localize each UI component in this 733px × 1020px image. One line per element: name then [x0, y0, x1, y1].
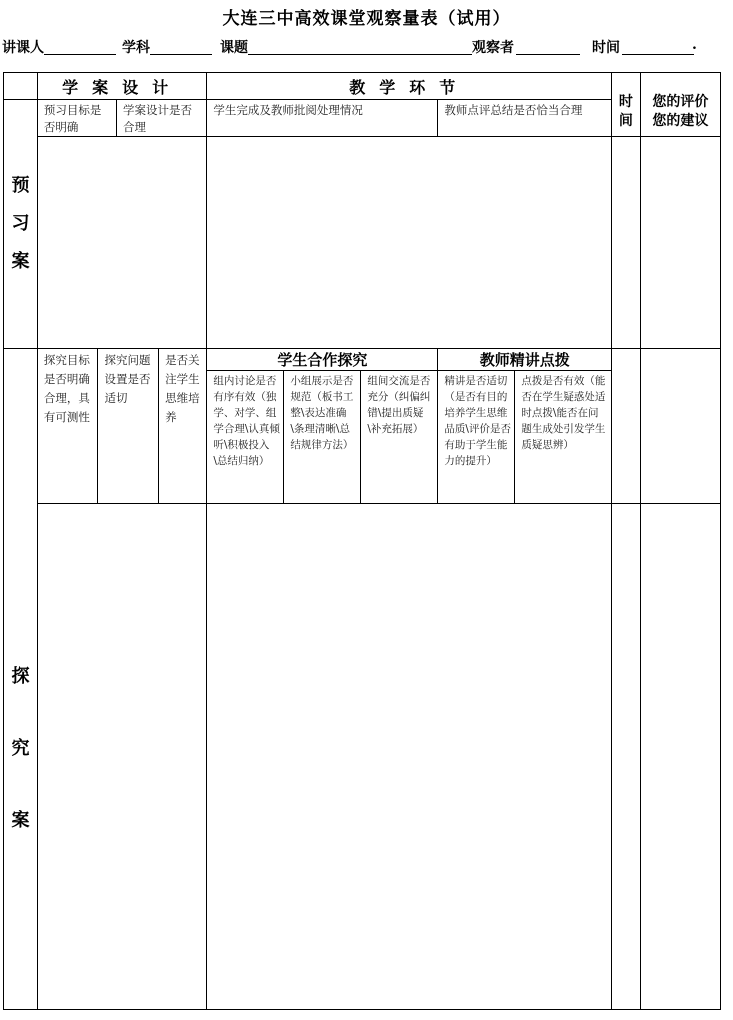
inter-group-criteria: 组间交流是否充分（纠偏纠错\提出质疑\补充拓展） — [361, 370, 438, 503]
subject-label: 学科 — [122, 40, 150, 56]
time-field[interactable] — [622, 54, 694, 55]
lecturer-field[interactable] — [44, 54, 116, 55]
preview-evaluation-notes[interactable] — [640, 137, 720, 348]
preview-teaching-notes[interactable] — [207, 137, 612, 348]
time-header: 时间 — [612, 73, 641, 137]
inquiry-evaluation-head[interactable] — [640, 348, 720, 503]
preview-section-label: 预习案 — [4, 100, 38, 349]
group-discussion-criteria: 组内讨论是否有序有效（独学、对学、组学合理\认真倾听\积极投入\总结归纳） — [207, 370, 284, 503]
cooperation-header: 学生合作探究 — [207, 348, 438, 370]
inquiry-goal: 探究目标是否明确合理，具有可测性 — [37, 348, 98, 503]
inquiry-section-label: 探究案 — [4, 348, 38, 1009]
topic-field[interactable] — [248, 54, 472, 55]
topic-label: 课题 — [220, 40, 248, 56]
subject-field[interactable] — [150, 54, 212, 55]
inquiry-question: 探究问题设置是否适切 — [98, 348, 159, 503]
end-mark: . — [692, 37, 697, 53]
inquiry-design-notes[interactable] — [37, 503, 206, 1009]
observation-table — [3, 72, 721, 1010]
design-header: 学案设计 — [37, 73, 206, 100]
preview-time-notes[interactable] — [612, 137, 641, 348]
observer-label: 观察者 — [472, 40, 514, 56]
inquiry-teaching-notes[interactable] — [207, 503, 612, 1009]
lecturer-label: 讲课人 — [2, 40, 44, 56]
preview-teacher-summary: 教师点评总结是否恰当合理 — [438, 100, 612, 137]
inquiry-thinking: 是否关注学生思维培养 — [159, 348, 207, 503]
corner-cell — [4, 73, 38, 100]
teaching-header: 教学环节 — [207, 73, 612, 100]
evaluation-header: 您的评价您的建议 — [640, 73, 720, 137]
inquiry-time-notes[interactable] — [612, 503, 641, 1009]
preview-student-completion: 学生完成及教师批阅处理情况 — [207, 100, 438, 137]
lecture-header: 教师精讲点拨 — [438, 348, 612, 370]
preview-design-notes[interactable] — [37, 137, 206, 348]
group-display-criteria: 小组展示是否规范（板书工整\表达准确\条理清晰\总结规律方法） — [284, 370, 361, 503]
guidance-effect-criteria: 点拨是否有效（能否在学生疑惑处适时点拨\能否在问题生成处引发学生质疑思辨） — [515, 370, 612, 503]
observer-field[interactable] — [516, 54, 580, 55]
inquiry-evaluation-notes[interactable] — [640, 503, 720, 1009]
inquiry-time-head[interactable] — [612, 348, 641, 503]
preview-goal-clear: 预习目标是否明确 — [37, 100, 116, 137]
lecture-fit-criteria: 精讲是否适切（是否有目的培养学生思维品质\评价是否有助于学生能力的提升） — [438, 370, 515, 503]
preview-design-reasonable: 学案设计是否合理 — [116, 100, 206, 137]
time-label: 时间 — [592, 40, 620, 56]
form-title: 大连三中高效课堂观察量表（试用） — [222, 9, 511, 29]
